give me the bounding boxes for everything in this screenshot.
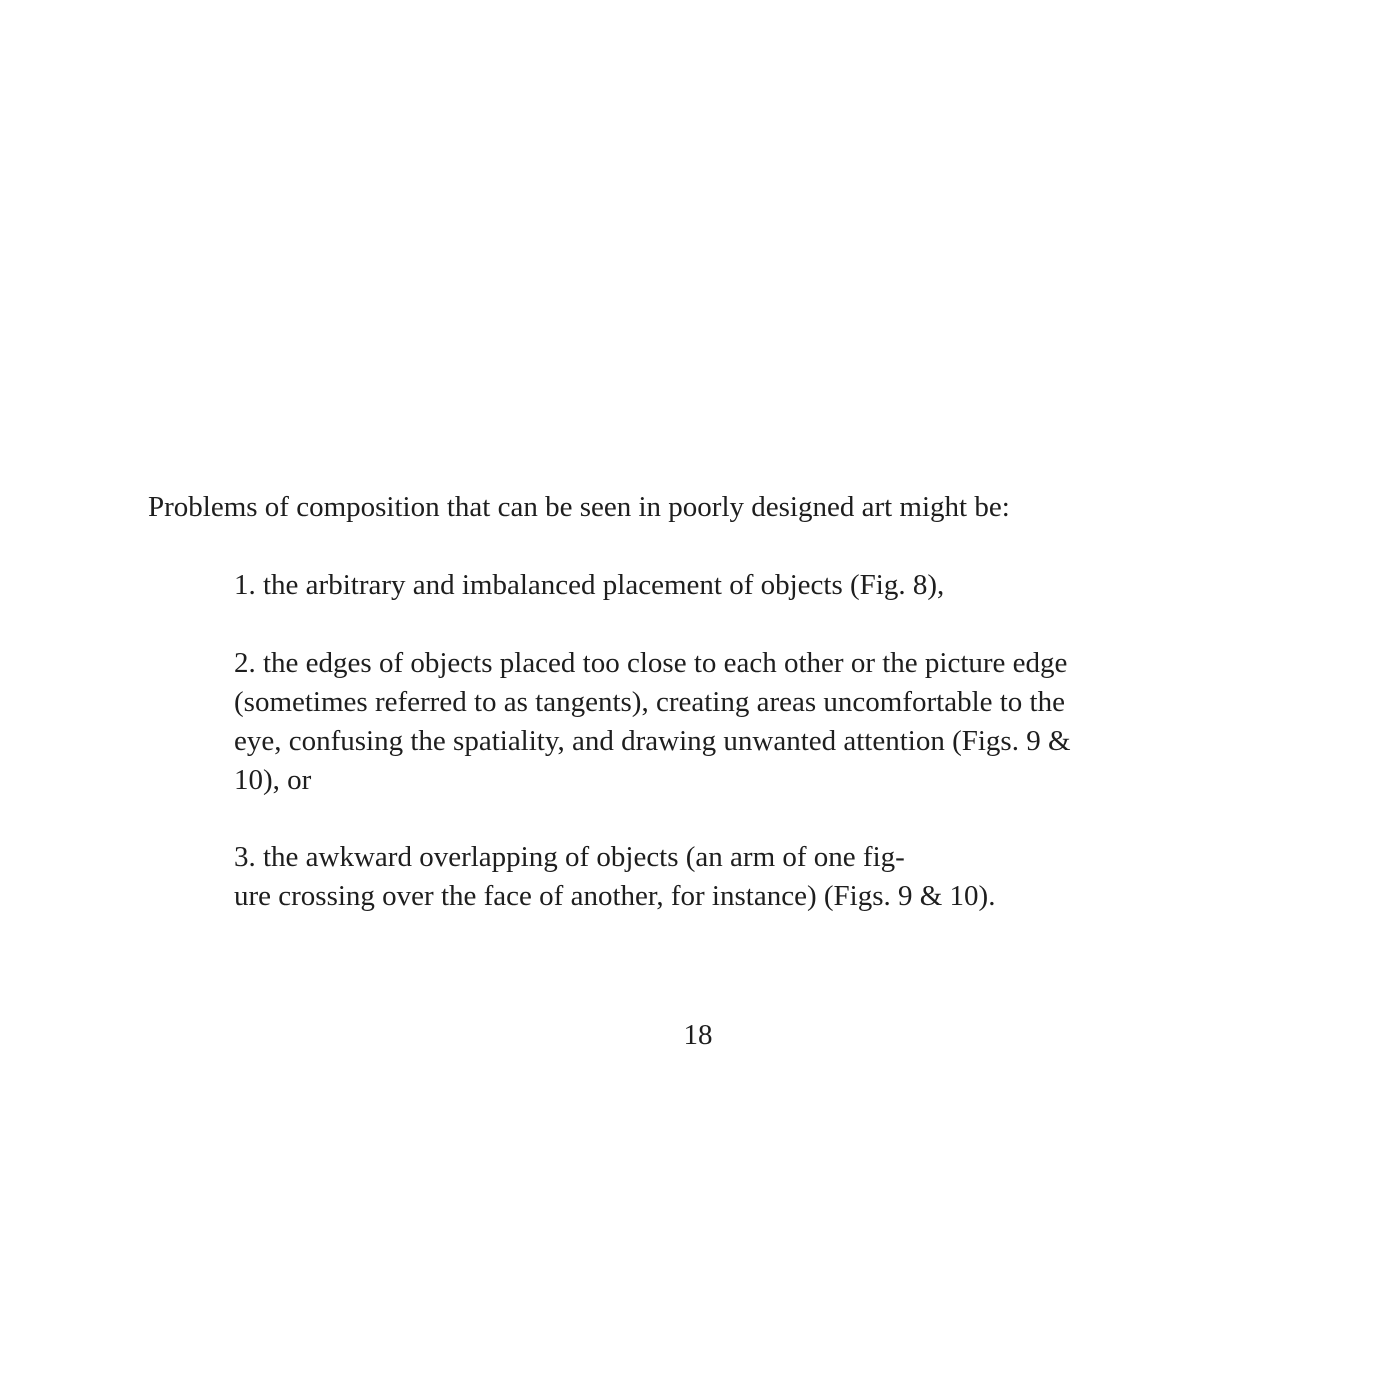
list-item-1: [234, 566, 1234, 605]
page-number: 18: [683, 1019, 713, 1051]
list-item-3-line-2: ure crossing over the face of another, for instance) (Figs. 9 & 10).: [234, 880, 996, 912]
list-item-2-line-4: 10), or: [234, 764, 312, 796]
list-item-2-line-1: 2. the edges of objects placed too close to each other or the picture edge: [234, 647, 1068, 679]
list-item-2: [234, 644, 1234, 800]
list-item-2-line-2: (sometimes referred to as tangents), creating areas uncomfortable to the: [234, 686, 1065, 718]
list-item-3-line-1: 3. the awkward overlapping of objects (an arm of one fig-: [234, 841, 905, 873]
list-item-3: [234, 838, 1234, 916]
list-item-2-line-3: eye, confusing the spatiality, and drawing unwanted attention (Figs. 9 &: [234, 725, 1071, 757]
list-item-1-line-1: 1. the arbitrary and imbalanced placement of objects (Fig. 8),: [234, 569, 945, 601]
intro-paragraph: Problems of composition that can be seen in poorly designed art might be:: [148, 491, 1010, 523]
